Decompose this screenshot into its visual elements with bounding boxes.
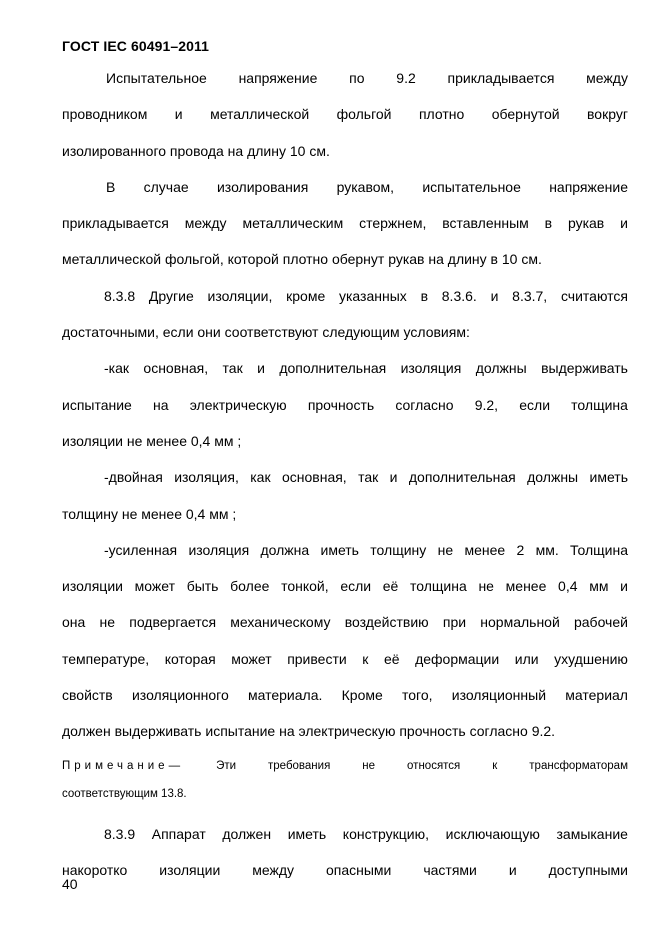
clause-839-line-2 (62, 852, 628, 888)
text-fragment: свойств (62, 687, 113, 704)
text-fragment: так (358, 469, 379, 486)
note-word: требования (268, 759, 331, 772)
paragraph-2-line-2 (62, 205, 628, 241)
text-fragment: должна (260, 541, 310, 558)
text-fragment: должен (222, 825, 272, 842)
text-fragment: кроме (286, 287, 326, 304)
text-fragment: как (250, 469, 271, 486)
text-fragment: которая (164, 650, 216, 667)
text-fragment: нормальной (480, 614, 560, 631)
note-word: к (492, 759, 498, 772)
text-fragment: Толщина (570, 541, 628, 558)
text-fragment: изолирования (216, 178, 309, 195)
text-fragment: рукавом, (336, 178, 395, 195)
text-fragment: плотно (418, 106, 465, 123)
text-fragment: изоляционного (131, 687, 229, 704)
text-fragment: изоляции, (207, 287, 273, 304)
paragraph-3-line-1 (62, 278, 628, 314)
text-fragment: конструкцию, (342, 825, 429, 842)
text-fragment: случае (143, 178, 189, 195)
text-fragment: менее (464, 541, 506, 558)
text-fragment: рабочей (573, 614, 628, 631)
text-fragment: испытание (62, 396, 132, 413)
text-fragment: изолированного провода на длину 10 см. (62, 142, 330, 159)
text-fragment: по (349, 70, 365, 86)
text-fragment: мм (589, 578, 609, 595)
text-fragment: замыкание (556, 825, 628, 842)
text-fragment: если (340, 578, 372, 595)
text-fragment: должен выдерживать испытание на электрическую прочность согласно 9.2. (62, 723, 556, 740)
note-word: не (362, 759, 376, 772)
text-fragment: и (508, 861, 517, 878)
text-fragment: в (420, 287, 428, 304)
text-fragment: её (382, 578, 399, 595)
paragraph-6-line-5 (62, 677, 628, 713)
text-fragment: вокруг (587, 106, 628, 123)
text-fragment: -как (104, 360, 130, 377)
text-fragment: электрическую (189, 396, 287, 413)
paragraph-5-line-2 (62, 496, 628, 532)
text-fragment: прочность (307, 396, 375, 413)
text-fragment: достаточными, если они соответствуют следующим условиям: (62, 324, 470, 341)
paragraph-4-line-1 (62, 350, 628, 386)
text-fragment: механическому (230, 614, 331, 631)
text-fragment: -двойная (104, 469, 163, 486)
text-fragment: изоляции не менее 0,4 мм ; (62, 432, 242, 449)
text-fragment: изоляционный (451, 687, 547, 704)
text-fragment: В (106, 178, 116, 195)
note-label: Примечание— (62, 759, 185, 772)
text-fragment: температуре, (62, 650, 150, 667)
text-fragment: Испытательное (106, 70, 207, 86)
text-fragment: привести (287, 650, 347, 667)
text-fragment: выдерживать (541, 360, 628, 377)
text-fragment: прикладывается (447, 70, 555, 86)
text-fragment: на (153, 396, 169, 413)
text-fragment: толщина (571, 396, 628, 413)
note-line-1 (62, 752, 628, 780)
text-fragment: толщину (370, 541, 427, 558)
text-fragment: металлической (210, 106, 310, 123)
paragraph-2-line-1 (62, 169, 628, 205)
text-fragment: основная, (143, 360, 209, 377)
note-word: Эти (216, 759, 237, 772)
text-fragment: и (490, 287, 499, 304)
text-fragment: воздействию (344, 614, 429, 631)
text-fragment: основная, (281, 469, 347, 486)
text-fragment: между (586, 70, 628, 86)
text-fragment: её (383, 650, 400, 667)
text-fragment: подвергается (129, 614, 217, 631)
text-fragment: стержнем, (359, 215, 427, 232)
text-fragment: может (231, 650, 272, 667)
paragraph-6-line-1 (62, 532, 628, 568)
text-fragment: вставленным (442, 215, 529, 232)
text-fragment: и (257, 360, 265, 377)
text-fragment: частями (423, 861, 477, 878)
text-fragment: если (519, 396, 551, 413)
text-fragment: не (99, 614, 116, 631)
text-fragment: между (184, 215, 227, 232)
document-body (62, 60, 628, 888)
text-fragment: изоляция (400, 360, 462, 377)
text-fragment: изоляция, (174, 469, 239, 486)
note-word: трансформаторам (529, 759, 628, 772)
document-header: ГОСТ IEC 60491–2011 (62, 38, 210, 54)
paragraph-6-line-4 (62, 641, 628, 677)
note-word: относятся (407, 759, 461, 772)
paragraph-1-line-2 (62, 96, 628, 132)
text-fragment: накоротко (62, 861, 128, 878)
text-fragment: исключающую (445, 825, 540, 842)
text-fragment: Аппарат (151, 825, 206, 842)
text-fragment: считаются (560, 287, 628, 304)
text-fragment: 8.3.9 (104, 825, 136, 842)
text-fragment: или (514, 650, 539, 667)
text-fragment: 8.3.6. (441, 287, 477, 304)
paragraph-6-line-6 (62, 713, 628, 749)
text-fragment: может (134, 578, 176, 595)
page-number: 40 (62, 876, 78, 892)
paragraph-1-line-3 (62, 133, 628, 169)
text-fragment: того, (402, 687, 433, 704)
text-fragment: и (620, 578, 628, 595)
text-fragment: и (389, 469, 398, 486)
text-fragment: при (442, 614, 467, 631)
text-fragment: иметь (287, 825, 327, 842)
paragraph-6-line-3 (62, 604, 628, 640)
text-fragment: толщина (410, 578, 467, 595)
text-fragment: обернутой (491, 106, 560, 123)
text-fragment: согласно (395, 396, 454, 413)
text-fragment: материала. (248, 687, 323, 704)
text-fragment: доступными (548, 861, 628, 878)
text-fragment: опасными (325, 861, 392, 878)
text-fragment: проводником (62, 106, 148, 123)
text-fragment: металлическим (242, 215, 344, 232)
text-fragment: рукав (567, 215, 605, 232)
text-fragment: материал (565, 687, 628, 704)
text-fragment: деформации (415, 650, 500, 667)
text-fragment: фольгой (336, 106, 392, 123)
text-fragment: тонкой, (281, 578, 329, 595)
paragraph-6-line-2 (62, 568, 628, 604)
text-fragment: металлической фольгой, которой плотно обернут рукав на длину в 10 см. (62, 251, 542, 268)
note-line-2 (62, 780, 628, 808)
text-fragment: иметь (320, 541, 359, 558)
text-fragment: не (437, 541, 454, 558)
text-fragment: не (478, 578, 494, 595)
text-fragment: и (620, 215, 628, 232)
text-fragment: 8.3.8 (104, 287, 136, 304)
text-fragment: -усиленная (104, 541, 178, 558)
text-fragment: к (362, 650, 369, 667)
text-fragment: 8.3.7, (512, 287, 548, 304)
paragraph-1-line-1 (62, 60, 628, 96)
text-fragment: и (174, 106, 183, 123)
text-fragment: ухудшению (554, 650, 628, 667)
text-fragment: изоляции (159, 861, 221, 878)
text-fragment: в (544, 215, 553, 232)
text-fragment: менее (505, 578, 547, 595)
text-fragment: иметь (589, 469, 628, 486)
text-fragment: должны (527, 469, 579, 486)
text-fragment: 2 (516, 541, 525, 558)
text-fragment: указанных (339, 287, 407, 304)
text-fragment: 0,4 (558, 578, 578, 595)
paragraph-2-line-3 (62, 241, 628, 277)
note-continuation: соответствующим 13.8. (62, 787, 187, 800)
text-fragment: Кроме (341, 687, 383, 704)
paragraph-5-line-1 (62, 459, 628, 495)
text-fragment: дополнительная (279, 360, 387, 377)
text-fragment: быть (186, 578, 219, 595)
text-fragment: дополнительная (408, 469, 516, 486)
paragraph-3-line-2 (62, 314, 628, 350)
text-fragment: Другие (148, 287, 194, 304)
text-fragment: испытательное (422, 178, 521, 195)
text-fragment: изоляция (188, 541, 250, 558)
text-fragment: 9.2, (474, 396, 499, 413)
text-fragment: напряжение (549, 178, 628, 195)
text-fragment: мм. (535, 541, 559, 558)
text-fragment: напряжение (238, 70, 318, 86)
clause-839-line-1 (62, 816, 628, 852)
text-fragment: между (252, 861, 295, 878)
text-fragment: должны (475, 360, 527, 377)
text-fragment: так (222, 360, 243, 377)
text-fragment: она (62, 614, 86, 631)
text-fragment: изоляции (62, 578, 123, 595)
text-fragment: толщину не менее 0,4 мм ; (62, 505, 237, 522)
paragraph-4-line-2 (62, 387, 628, 423)
text-fragment: 9.2 (396, 70, 416, 86)
text-fragment: прикладывается (62, 215, 169, 232)
paragraph-4-line-3 (62, 423, 628, 459)
text-fragment: более (230, 578, 270, 595)
